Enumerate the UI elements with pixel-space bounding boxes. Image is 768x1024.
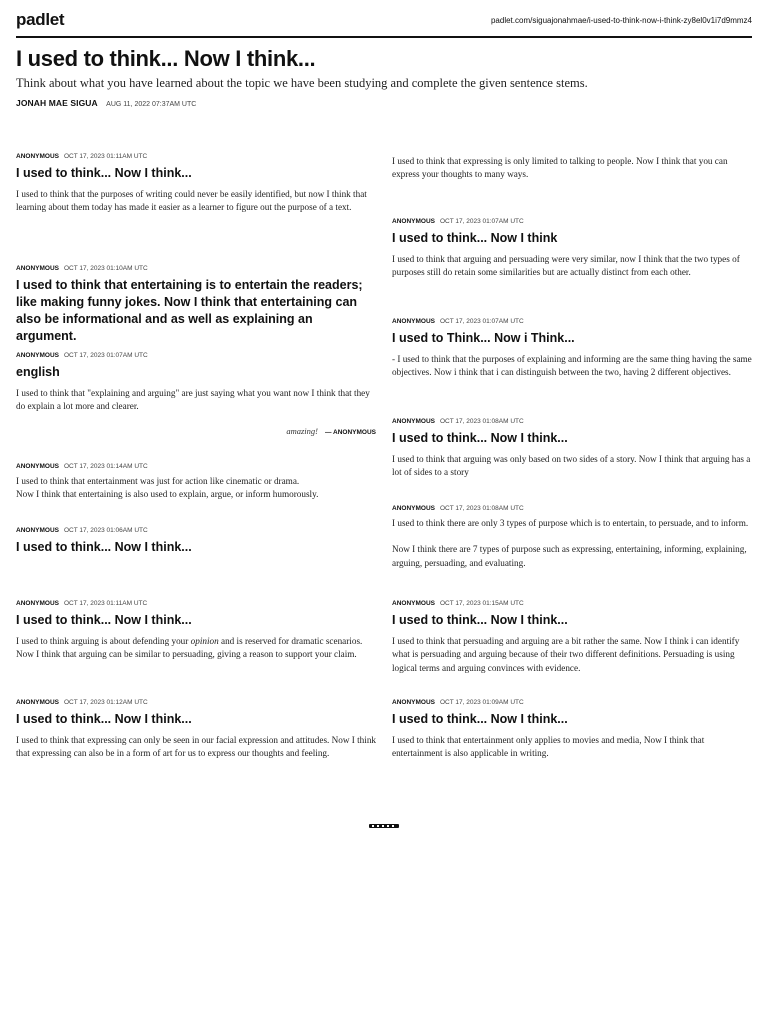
post-author: ANONYMOUS [392,699,435,706]
post-author: ANONYMOUS [392,218,435,225]
post-title: I used to think that entertaining is to entertain the readers; like making funny jokes. Now I think that entertaining can also be informational and as well as explaining an argument. [16,278,363,343]
post-card[interactable] [16,152,376,215]
post-body-text: I used to think arguing is about defending your [16,636,191,646]
post-card[interactable] [16,599,376,662]
post-meta [392,317,754,326]
post-body [16,475,376,502]
post-timestamp: OCT 17, 2023 01:11AM UTC [63,600,148,607]
comment-author: — ANONYMOUS [324,429,376,436]
post-body: I used to think that arguing and persuading were very similar, now I think that the two types of purposes still do retain some similarities but are actually distinct from each other. [392,254,740,278]
post-card[interactable] [392,151,754,182]
post-timestamp: OCT 17, 2023 01:08AM UTC [439,505,524,512]
post-timestamp: OCT 17, 2023 01:10AM UTC [63,265,148,272]
post-card[interactable] [16,526,376,556]
post-author: ANONYMOUS [392,600,435,607]
post-author: ANONYMOUS [16,527,59,534]
post-card[interactable] [392,599,754,675]
post-title: I used to think... Now I think... [16,613,192,627]
post-comment [16,426,376,436]
post-author: ANONYMOUS [16,352,59,359]
post-body: I used to think that persuading and arguing are a bit rather the same. Now I think i can identify what is persuading and arguing because of their two different definitions. Persuading is using logical terms and arguing convinces with evidence. [392,636,740,673]
post-body-emphasis: opinion [190,636,219,646]
post-author: ANONYMOUS [392,505,435,512]
post-timestamp: OCT 17, 2023 01:12AM UTC [63,699,148,706]
post-meta [16,599,376,608]
post-card[interactable] [16,698,376,761]
post-meta [392,504,754,513]
post-body: I used to think that arguing was only based on two sides of a story. Now I think that arguing has a lot of sides to a story [392,454,751,478]
post-card[interactable] [392,317,754,380]
post-meta [392,599,754,608]
post-title: I used to think... Now I think [392,231,558,245]
post-body-line: Now I think that entertaining is also used to explain, argue, or inform humorously. [16,489,319,500]
page-description: Think about what you have learned about the topic we have been studying and complete the given sentence stems. [16,76,588,90]
post-author: ANONYMOUS [16,699,59,706]
post-meta [392,417,754,426]
post-card[interactable] [16,351,376,414]
post-timestamp: OCT 17, 2023 01:09AM UTC [439,699,524,706]
post-timestamp: OCT 17, 2023 01:07AM UTC [63,352,148,359]
top-bar [16,8,752,38]
post-timestamp: OCT 17, 2023 01:14AM UTC [63,463,148,470]
post-body: I used to think that expressing is only limited to talking to people. Now I think that you can express your thoughts to many ways. [392,156,728,180]
post-title: I used to think... Now I think... [392,431,568,445]
post-card[interactable] [16,462,376,502]
post-title: english [16,365,60,379]
padlet-logo[interactable]: padlet [16,10,65,29]
post-body: I used to think that "explaining and arguing" are just saying what you want now I think that they do explain a lot more and clearer. [16,388,370,412]
post-body-line: I used to think that entertainment was just for action like cinematic or drama. [16,476,300,486]
post-meta [16,152,376,161]
post-card[interactable] [392,504,754,570]
post-body: I used to think that expressing can only be seen in our facial expression and attitudes. Now I think that expressing can also be in a form of art for us to express our thoughts and feeling. [16,735,377,759]
post-body: I used to think that the purposes of writing could never be easily identified, but now I think that learning about them today has made it easier as a learner to figure out the purpose of a text. [16,189,367,213]
post-meta [392,217,754,226]
post-author: ANONYMOUS [392,418,435,425]
post-author: ANONYMOUS [16,600,59,607]
post-timestamp: OCT 17, 2023 01:07AM UTC [439,318,524,325]
post-timestamp: OCT 17, 2023 01:15AM UTC [439,600,524,607]
post-meta [16,526,376,535]
post-card[interactable] [392,217,754,280]
post-body: - I used to think that the purposes of explaining and informing are the same thing having the same objectives. Now i think that i can distinguish between the two, having 2 different objectives. [392,354,752,378]
comment-text: amazing! [286,426,318,436]
post-meta [16,698,376,707]
page-date: AUG 11, 2022 07:37AM UTC [106,101,197,108]
post-title: I used to think... Now I think... [16,712,192,726]
post-meta [16,351,376,360]
post-card[interactable] [16,264,376,345]
post-author: ANONYMOUS [16,153,59,160]
post-meta [16,264,376,273]
post-title: I used to think... Now I think... [392,613,568,627]
padlet-footer-logo-icon [368,822,400,830]
post-author: ANONYMOUS [16,265,59,272]
post-author: ANONYMOUS [392,318,435,325]
post-title: I used to think... Now I think... [16,540,192,554]
post-meta [16,462,376,471]
post-card[interactable] [392,417,754,480]
post-title: I used to think... Now I think... [392,712,568,726]
post-meta [392,698,754,707]
post-body: I used to think that entertainment only applies to movies and media, Now I think that entertainment is also applicable in writing. [392,735,705,759]
post-title: I used to think... Now I think... [16,166,192,180]
post-body [16,635,376,662]
post-card[interactable] [392,698,754,761]
page-author: JONAH MAE SIGUA [16,98,98,108]
post-timestamp: OCT 17, 2023 01:06AM UTC [63,527,148,534]
padlet-url[interactable]: padlet.com/siguajonahmae/i-used-to-think-now-i-think-zy8el0v1i7d9mmz4 [490,16,752,25]
post-timestamp: OCT 17, 2023 01:08AM UTC [439,418,524,425]
page-byline [16,98,196,108]
post-body: Now I think there are 7 types of purpose such as expressing, entertaining, informing, explaining, arguing, persuading, and evaluating. [392,544,747,568]
post-title: I used to Think... Now i Think... [392,331,575,345]
post-body-text: and is reserved for dramatic scenarios. Now I think that arguing can be similar to persuading, giving a reason to support your claim. [16,636,363,660]
page-title: I used to think... Now I think... [16,46,316,71]
post-author: ANONYMOUS [16,463,59,470]
post-timestamp: OCT 17, 2023 01:11AM UTC [63,153,148,160]
post-body: I used to think there are only 3 types of purpose which is to entertain, to persuade, and to inform. [392,518,749,528]
post-timestamp: OCT 17, 2023 01:07AM UTC [439,218,524,225]
